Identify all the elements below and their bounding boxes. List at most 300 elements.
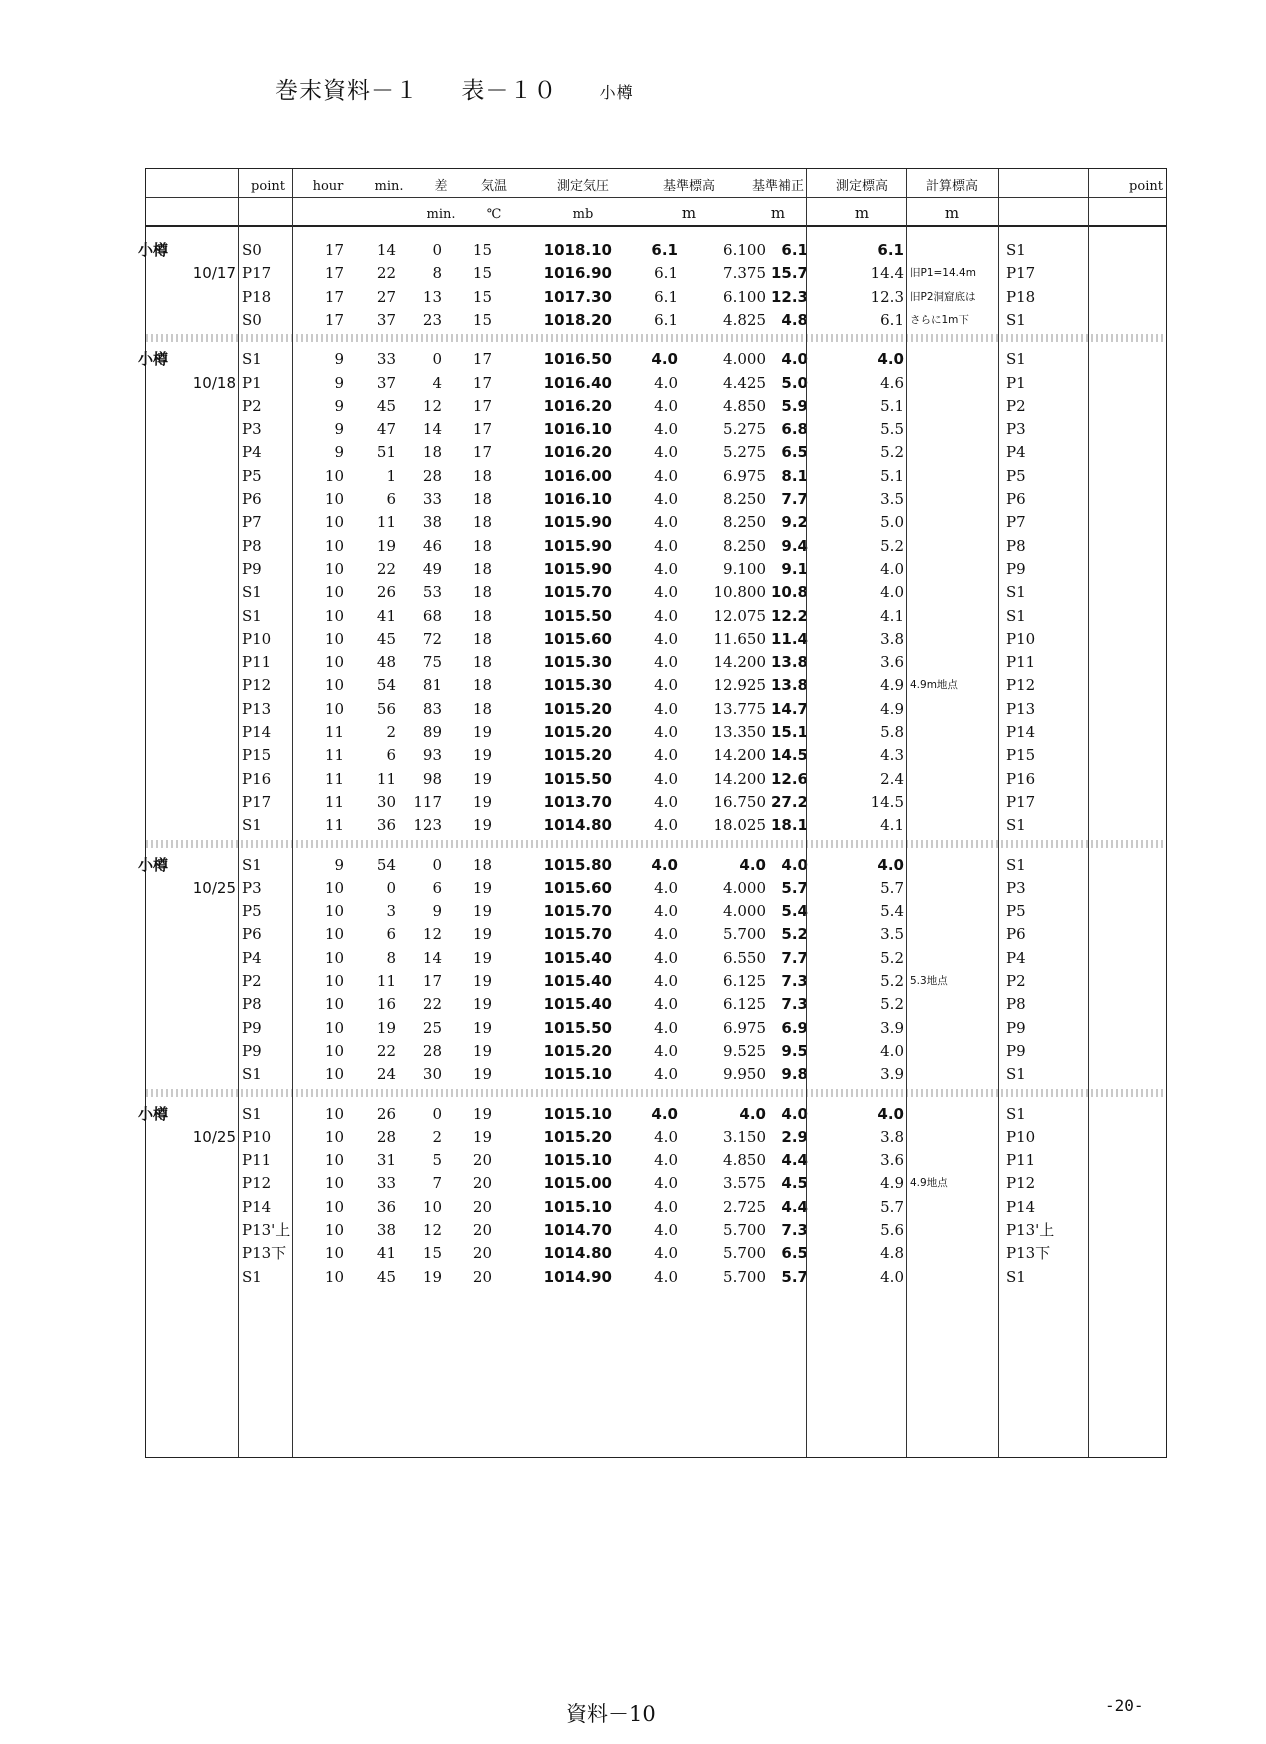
cell-diff: 68: [422, 606, 442, 625]
table-row: [138, 1103, 1166, 1126]
cell-calc-elev: 5.2: [880, 948, 904, 967]
cell-calc-elev: 5.6: [880, 1221, 904, 1239]
cell-min: 22: [376, 264, 396, 283]
cell-pressure: 1015.50: [543, 606, 612, 625]
cell-base-corr: 4.000: [723, 902, 766, 921]
cell-base-elev: 4.0: [654, 769, 678, 788]
page-number: -20-: [1105, 1696, 1144, 1715]
table-row: [146, 558, 1166, 581]
cell-note: [908, 1196, 998, 1219]
cell-point-right: P18: [1006, 287, 1036, 306]
cell-diff: 5: [432, 1151, 442, 1170]
cell-note: [908, 418, 998, 441]
cell-point: S1: [242, 583, 262, 602]
cell-temp: 18: [472, 855, 492, 874]
table-row: [146, 309, 1166, 332]
cell-meas-elev: 5.0: [781, 373, 808, 392]
cell-min: 36: [376, 1197, 396, 1216]
cell-point-right: P2: [1006, 972, 1026, 990]
cell-meas-elev: 4.0: [781, 855, 808, 874]
cell-meas-elev: 4.8: [781, 310, 808, 329]
cell-min: 6: [386, 746, 396, 765]
cell-min: 3: [386, 902, 396, 921]
cell-pressure: 1015.10: [543, 1197, 612, 1216]
cell-point: P9: [242, 1041, 262, 1060]
cell-base-corr: 4.0: [739, 855, 766, 874]
cell-hour: 10: [324, 948, 344, 967]
group-location: 小樽: [138, 350, 169, 369]
cell-diff: 23: [422, 310, 442, 329]
cell-point: P12: [242, 1174, 272, 1193]
cell-pressure: 1015.40: [543, 995, 612, 1014]
cell-min: 28: [376, 1127, 396, 1146]
cell-base-corr: 6.550: [723, 948, 766, 967]
table-row: [146, 947, 1166, 970]
cell-meas-elev: 5.7: [781, 878, 808, 897]
cell-calc-elev: 3.5: [880, 490, 904, 508]
cell-base-elev: 4.0: [654, 373, 678, 392]
cell-diff: 15: [422, 1244, 442, 1263]
cell-base-elev: 4.0: [654, 513, 678, 532]
cell-diff: 49: [422, 559, 442, 578]
cell-diff: 22: [422, 995, 442, 1014]
cell-note: [908, 651, 998, 674]
cell-min: 41: [376, 1244, 396, 1263]
cell-base-corr: 12.075: [713, 606, 766, 625]
cell-min: 24: [376, 1065, 396, 1084]
cell-point-right: S1: [1006, 1104, 1026, 1123]
table-row: [146, 791, 1166, 814]
cell-point: P14: [242, 723, 272, 741]
cell-base-corr: 12.925: [713, 676, 766, 695]
cell-point: P18: [242, 287, 272, 306]
cell-diff: 0: [432, 855, 442, 874]
cell-hour: 10: [324, 1127, 344, 1146]
cell-point: P13: [242, 699, 272, 718]
cell-point-right: S1: [1006, 816, 1026, 835]
cell-pressure: 1016.10: [543, 420, 612, 439]
cell-diff: 0: [432, 241, 442, 259]
cell-hour: 10: [324, 653, 344, 672]
cell-base-elev: 4.0: [654, 902, 678, 921]
cell-base-corr: 5.275: [723, 443, 766, 462]
cell-hour: 10: [324, 1018, 344, 1037]
cell-note: [908, 1126, 998, 1149]
cell-calc-elev: 12.3: [870, 287, 904, 306]
cell-base-elev: 4.0: [651, 350, 678, 369]
header-base-elev: 基準標高: [662, 179, 715, 194]
cell-pressure: 1015.10: [543, 1065, 612, 1084]
cell-diff: 0: [432, 1104, 442, 1123]
cell-meas-elev: 15.7: [770, 264, 808, 283]
cell-hour: 10: [324, 466, 344, 485]
cell-temp: 18: [472, 466, 492, 485]
cell-diff: 123: [413, 816, 442, 835]
cell-meas-elev: 6.5: [781, 1244, 808, 1263]
cell-point: P6: [242, 490, 262, 508]
cell-base-corr: 16.750: [713, 792, 766, 811]
cell-note: [908, 698, 998, 721]
cell-hour: 10: [324, 1065, 344, 1084]
cell-point-right: P2: [1006, 396, 1026, 415]
header-pressure-unit: mb: [572, 207, 594, 222]
cell-note: [908, 1266, 998, 1289]
cell-diff: 75: [422, 653, 442, 672]
cell-point: P8: [242, 995, 262, 1014]
group-separator: [146, 840, 1166, 848]
cell-temp: 19: [472, 902, 492, 921]
cell-meas-elev: 5.9: [781, 396, 808, 415]
cell-note: [908, 1103, 998, 1126]
cell-diff: 83: [422, 699, 442, 718]
cell-point-right: S1: [1006, 606, 1026, 625]
cell-diff: 8: [432, 264, 442, 283]
cell-temp: 15: [472, 287, 492, 306]
cell-hour: 10: [324, 699, 344, 718]
table-row: [146, 418, 1166, 441]
column-divider: [1088, 169, 1089, 1457]
cell-meas-elev: 14.5: [770, 746, 808, 765]
cell-temp: 18: [472, 536, 492, 555]
cell-point: P8: [242, 536, 262, 555]
cell-meas-elev: 4.0: [781, 1104, 808, 1123]
cell-min: 0: [386, 878, 396, 897]
cell-point: P9: [242, 1018, 262, 1037]
cell-base-elev: 4.0: [654, 583, 678, 602]
cell-pressure: 1016.40: [543, 373, 612, 392]
title-part-table: 表－１０: [461, 78, 558, 104]
table-row: [146, 900, 1166, 923]
cell-point: P2: [242, 396, 262, 415]
cell-note: [908, 348, 998, 371]
cell-base-elev: 4.0: [654, 723, 678, 741]
cell-temp: 19: [472, 948, 492, 967]
cell-base-corr: 8.250: [723, 536, 766, 555]
cell-point-right: P13: [1006, 699, 1036, 718]
cell-diff: 12: [422, 1221, 442, 1239]
cell-base-corr: 5.700: [723, 1267, 766, 1286]
cell-diff: 18: [422, 443, 442, 462]
column-divider: [238, 169, 239, 1457]
cell-hour: 10: [324, 1267, 344, 1286]
cell-pressure: 1015.20: [543, 746, 612, 765]
cell-temp: 20: [472, 1244, 492, 1263]
cell-meas-elev: 10.8: [770, 583, 808, 602]
cell-meas-elev: 6.5: [781, 443, 808, 462]
cell-meas-elev: 4.4: [781, 1151, 808, 1170]
cell-pressure: 1018.20: [543, 310, 612, 329]
cell-diff: 33: [422, 490, 442, 508]
cell-point-right: P16: [1006, 769, 1036, 788]
cell-pressure: 1016.50: [543, 350, 612, 369]
cell-diff: 25: [422, 1018, 442, 1037]
cell-temp: 17: [472, 443, 492, 462]
group-location: 小樽: [138, 855, 169, 874]
cell-note: [908, 1219, 998, 1242]
cell-calc-elev: 5.1: [880, 396, 904, 415]
cell-calc-elev: 3.6: [880, 1151, 904, 1170]
cell-temp: 18: [472, 653, 492, 672]
cell-note: [908, 628, 998, 651]
cell-point-right: P9: [1006, 1041, 1026, 1060]
cell-min: 45: [376, 629, 396, 648]
cell-point: P11: [242, 1151, 272, 1170]
cell-note: [908, 814, 998, 837]
cell-note: [908, 441, 998, 464]
header-temp: 気温: [480, 179, 507, 194]
cell-diff: 30: [422, 1065, 442, 1084]
cell-diff: 81: [422, 676, 442, 695]
cell-min: 31: [376, 1151, 396, 1170]
cell-base-elev: 4.0: [654, 443, 678, 462]
table-row: [146, 511, 1166, 534]
group-date: 10/17: [192, 264, 236, 283]
cell-pressure: 1015.40: [543, 972, 612, 990]
cell-hour: 9: [334, 855, 344, 874]
cell-base-corr: 3.150: [723, 1127, 766, 1146]
cell-hour: 10: [324, 490, 344, 508]
cell-diff: 14: [422, 420, 442, 439]
cell-calc-elev: 6.1: [880, 310, 904, 329]
cell-point: S1: [242, 816, 262, 835]
cell-meas-elev: 6.8: [781, 420, 808, 439]
cell-note: 4.9地点: [910, 1177, 948, 1190]
cell-base-elev: 4.0: [654, 1041, 678, 1060]
cell-base-corr: 6.125: [723, 995, 766, 1014]
cell-pressure: 1015.70: [543, 583, 612, 602]
table-row: [146, 877, 1166, 900]
cell-meas-elev: 12.3: [770, 287, 808, 306]
cell-hour: 10: [324, 878, 344, 897]
group-date: 10/18: [192, 373, 236, 392]
title-part-location: 小樽: [599, 83, 634, 102]
cell-temp: 18: [472, 606, 492, 625]
cell-calc-elev: 4.9: [880, 1174, 904, 1193]
table-row: [146, 1149, 1166, 1172]
cell-pressure: 1016.10: [543, 490, 612, 508]
cell-pressure: 1015.60: [543, 878, 612, 897]
cell-base-corr: 11.650: [713, 629, 766, 648]
cell-pressure: 1015.20: [543, 1041, 612, 1060]
cell-diff: 17: [422, 972, 442, 990]
cell-pressure: 1015.20: [543, 723, 612, 741]
cell-point: P2: [242, 972, 262, 990]
cell-pressure: 1015.20: [543, 699, 612, 718]
table-row: [146, 1219, 1166, 1242]
cell-diff: 93: [422, 746, 442, 765]
cell-pressure: 1015.50: [543, 1018, 612, 1037]
table-row: [146, 605, 1166, 628]
cell-note: [908, 1149, 998, 1172]
cell-point: P5: [242, 902, 262, 921]
cell-calc-elev: 5.2: [880, 443, 904, 462]
cell-base-elev: 4.0: [654, 1197, 678, 1216]
header-calc-elev: 計算標高: [925, 179, 978, 194]
cell-base-corr: 5.700: [723, 1244, 766, 1263]
cell-base-elev: 4.0: [654, 1018, 678, 1037]
cell-hour: 11: [324, 746, 344, 765]
cell-point: P6: [242, 925, 262, 944]
cell-meas-elev: 9.5: [781, 1041, 808, 1060]
cell-temp: 18: [472, 513, 492, 532]
cell-calc-elev: 5.2: [880, 995, 904, 1014]
cell-base-elev: 4.0: [654, 972, 678, 990]
cell-min: 30: [376, 792, 396, 811]
cell-calc-elev: 5.4: [880, 902, 904, 921]
cell-base-corr: 4.0: [739, 1104, 766, 1123]
cell-point-right: P1: [1006, 373, 1026, 392]
cell-base-corr: 6.100: [723, 241, 766, 259]
cell-point-right: P9: [1006, 1018, 1026, 1037]
cell-temp: 20: [472, 1221, 492, 1239]
cell-min: 14: [376, 241, 396, 259]
cell-temp: 18: [472, 699, 492, 718]
cell-temp: 19: [472, 925, 492, 944]
cell-temp: 19: [472, 1041, 492, 1060]
cell-diff: 72: [422, 629, 442, 648]
cell-min: 47: [376, 420, 396, 439]
cell-hour: 10: [324, 513, 344, 532]
cell-base-elev: 4.0: [654, 490, 678, 508]
header-min: min.: [374, 179, 404, 194]
cell-calc-elev: 3.8: [880, 1127, 904, 1146]
cell-min: 45: [376, 1267, 396, 1286]
header-diff: 差: [434, 179, 448, 194]
cell-point-right: P5: [1006, 902, 1026, 921]
table-row: [146, 395, 1166, 418]
cell-calc-elev: 5.7: [880, 1197, 904, 1216]
table-row: [146, 581, 1166, 604]
cell-calc-elev: 4.6: [880, 373, 904, 392]
table-row: [146, 441, 1166, 464]
cell-pressure: 1015.90: [543, 536, 612, 555]
cell-calc-elev: 4.0: [877, 350, 904, 369]
cell-hour: 11: [324, 723, 344, 741]
cell-min: 6: [386, 490, 396, 508]
cell-pressure: 1015.70: [543, 925, 612, 944]
cell-pressure: 1015.30: [543, 653, 612, 672]
cell-diff: 28: [422, 1041, 442, 1060]
cell-calc-elev: 4.0: [880, 1267, 904, 1286]
cell-pressure: 1017.30: [543, 287, 612, 306]
cell-base-elev: 4.0: [654, 948, 678, 967]
cell-calc-elev: 4.1: [880, 606, 904, 625]
cell-point: P5: [242, 466, 262, 485]
cell-hour: 10: [324, 925, 344, 944]
cell-temp: 19: [472, 769, 492, 788]
cell-point: P17: [242, 264, 272, 283]
cell-diff: 12: [422, 396, 442, 415]
cell-temp: 20: [472, 1174, 492, 1193]
cell-meas-elev: 4.0: [781, 350, 808, 369]
cell-base-elev: 4.0: [654, 792, 678, 811]
cell-note: さらに1m下: [910, 313, 969, 326]
cell-base-elev: 4.0: [654, 676, 678, 695]
cell-calc-elev: 5.2: [880, 536, 904, 555]
cell-meas-elev: 9.1: [781, 559, 808, 578]
cell-calc-elev: 3.9: [880, 1018, 904, 1037]
cell-point-right: S1: [1006, 583, 1026, 602]
cell-pressure: 1015.10: [543, 1104, 612, 1123]
cell-min: 54: [376, 855, 396, 874]
cell-calc-elev: 4.9: [880, 699, 904, 718]
header-base-corr-unit: m: [770, 204, 786, 222]
cell-diff: 98: [422, 769, 442, 788]
table-row: [146, 993, 1166, 1016]
cell-meas-elev: 18.1: [770, 816, 808, 835]
cell-base-corr: 14.200: [713, 653, 766, 672]
cell-meas-elev: 7.3: [781, 972, 808, 990]
column-divider: [806, 169, 807, 1457]
cell-min: 33: [376, 1174, 396, 1193]
cell-meas-elev: 5.7: [781, 1267, 808, 1286]
cell-hour: 17: [324, 264, 344, 283]
table-header-row-1: [146, 169, 1166, 198]
cell-calc-elev: 4.0: [877, 1104, 904, 1123]
cell-base-corr: 9.100: [723, 559, 766, 578]
cell-base-elev: 6.1: [654, 264, 678, 283]
cell-base-elev: 4.0: [654, 816, 678, 835]
cell-base-elev: 4.0: [654, 466, 678, 485]
cell-note: 4.9m地点: [910, 679, 958, 692]
cell-base-elev: 4.0: [654, 1127, 678, 1146]
cell-point-right: S1: [1006, 350, 1026, 369]
cell-calc-elev: 4.0: [877, 855, 904, 874]
cell-calc-elev: 3.8: [880, 629, 904, 648]
cell-base-corr: 14.200: [713, 769, 766, 788]
cell-temp: 18: [472, 676, 492, 695]
cell-point: S0: [242, 241, 262, 259]
cell-base-corr: 10.800: [713, 583, 766, 602]
cell-note: [908, 1040, 998, 1063]
cell-min: 54: [376, 676, 396, 695]
cell-hour: 10: [324, 902, 344, 921]
cell-meas-elev: 2.9: [781, 1127, 808, 1146]
cell-calc-elev: 14.4: [870, 264, 904, 283]
cell-point: S1: [242, 1065, 262, 1084]
cell-pressure: 1015.60: [543, 629, 612, 648]
cell-point-right: P17: [1006, 264, 1036, 283]
cell-min: 27: [376, 287, 396, 306]
cell-point-right: P3: [1006, 878, 1026, 897]
cell-base-corr: 4.850: [723, 1151, 766, 1170]
cell-point: S1: [242, 855, 262, 874]
cell-hour: 10: [324, 1104, 344, 1123]
cell-base-elev: 4.0: [654, 1244, 678, 1263]
cell-base-corr: 6.975: [723, 1018, 766, 1037]
cell-point: S1: [242, 350, 262, 369]
cell-note: [908, 395, 998, 418]
cell-base-elev: 4.0: [654, 653, 678, 672]
cell-point-right: P12: [1006, 676, 1036, 695]
cell-base-corr: 4.425: [723, 373, 766, 392]
cell-diff: 2: [432, 1127, 442, 1146]
cell-temp: 19: [472, 792, 492, 811]
cell-temp: 18: [472, 559, 492, 578]
cell-calc-elev: 4.0: [880, 1041, 904, 1060]
cell-point: S1: [242, 606, 262, 625]
cell-min: 37: [376, 310, 396, 329]
cell-note: [908, 923, 998, 946]
cell-note: [908, 768, 998, 791]
table-row: [138, 854, 1166, 877]
cell-pressure: 1015.80: [543, 855, 612, 874]
cell-base-corr: 2.725: [723, 1197, 766, 1216]
cell-min: 16: [376, 995, 396, 1014]
table-row: [146, 768, 1166, 791]
cell-hour: 10: [324, 676, 344, 695]
cell-point-right: S1: [1006, 241, 1026, 259]
